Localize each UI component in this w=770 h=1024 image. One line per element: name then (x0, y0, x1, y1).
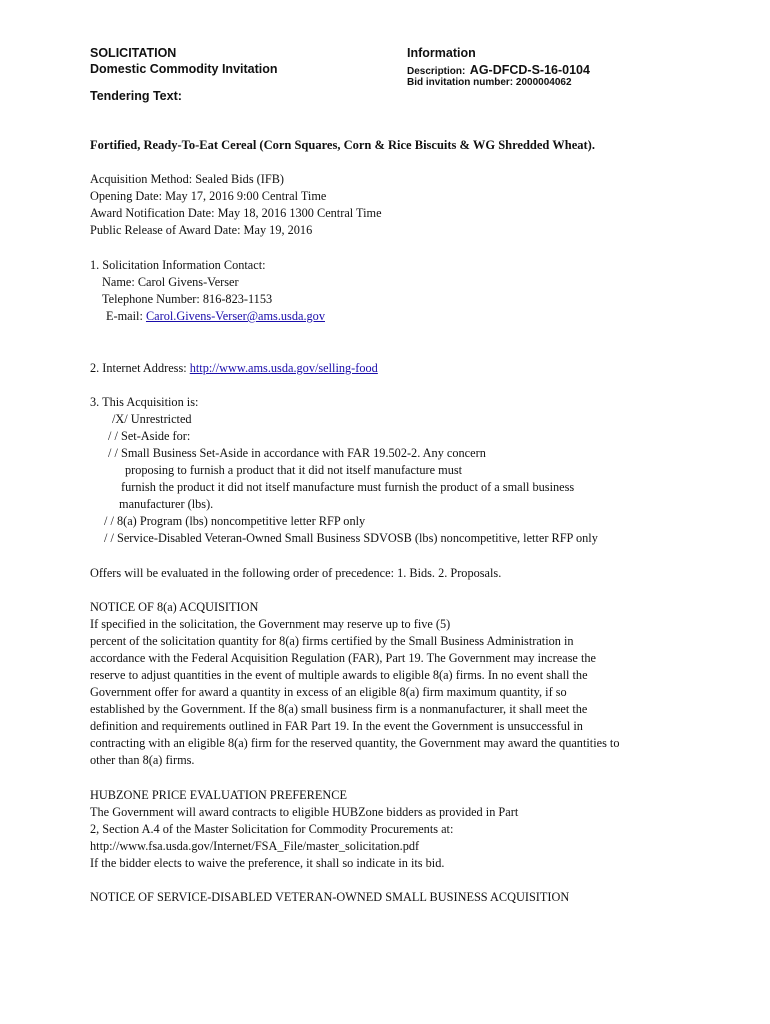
public-release-date: Public Release of Award Date: May 19, 2016 (90, 223, 313, 237)
contact-heading: 1. Solicitation Information Contact: (90, 258, 266, 272)
hubzone-line: 2, Section A.4 of the Master Solicitation for Commodity Procurements at: (90, 822, 454, 836)
email-label: E-mail: (106, 309, 143, 323)
notice-8a-section (90, 599, 620, 769)
option-sdvosb: / / Service-Disabled Veteran-Owned Small Business SDVOSB (lbs) noncompetitive, letter RFP only (104, 531, 598, 545)
hubzone-line: The Government will award contracts to eligible HUBZone bidders as provided in Part (90, 805, 519, 819)
contact-name: Name: Carol Givens-Verser (102, 275, 239, 289)
notice-8a-line: definition and requirements outlined in FAR Part 19. In the event the Government is unsuccessful in (90, 719, 583, 733)
notice-8a-line: If specified in the solicitation, the Government may reserve up to five (5) (90, 617, 451, 631)
email-link[interactable]: Carol.Givens-Verser@ams.usda.gov (145, 309, 325, 323)
description-value: AG-DFCD-S-16-0104 (469, 63, 590, 77)
hubzone-line: If the bidder elects to waive the preference, it shall so indicate in its bid. (90, 856, 445, 870)
notice-8a-line: contracting with an eligible 8(a) firm for the reserved quantity, the Government may award the quantities to (90, 736, 620, 750)
hubzone-url: http://www.fsa.usda.gov/Internet/FSA_File/master_solicitation.pdf (90, 839, 420, 853)
option-unrestricted: /X/ Unrestricted (112, 412, 192, 426)
internet-address-row (90, 360, 378, 377)
bid-invitation-number: Bid invitation number: 2000004062 (407, 77, 572, 88)
award-notification-date: Award Notification Date: May 18, 2016 1300 Central Time (90, 206, 382, 220)
option-set-aside: / / Set-Aside for: (108, 429, 191, 443)
notice-8a-line: other than 8(a) firms. (90, 753, 195, 767)
notice-8a-heading: NOTICE OF 8(a) ACQUISITION (90, 600, 259, 614)
notice-8a-line: percent of the solicitation quantity for 8(a) firms certified by the Small Business Administration in (90, 634, 574, 648)
acquisition-type-heading: 3. This Acquisition is: (90, 395, 199, 409)
contact-section (90, 257, 325, 325)
hubzone-heading: HUBZONE PRICE EVALUATION PREFERENCE (90, 788, 347, 802)
invitation-type: Domestic Commodity Invitation (90, 62, 278, 76)
option-small-business-cont-1: proposing to furnish a product that it did not itself manufacture must (125, 463, 463, 477)
option-small-business-cont-3: manufacturer (lbs). (119, 497, 214, 511)
internet-address-label: 2. Internet Address: (90, 361, 187, 375)
solicitation-label: SOLICITATION (90, 46, 177, 60)
information-label: Information (407, 46, 476, 60)
internet-address-link[interactable]: http://www.ams.usda.gov/selling-food (189, 361, 378, 375)
option-small-business: / / Small Business Set-Aside in accordance with FAR 19.502-2. Any concern (108, 446, 486, 460)
notice-8a-line: accordance with the Federal Acquisition Regulation (FAR), Part 19. The Government may increase the (90, 651, 596, 665)
option-small-business-cont-2: furnish the product it did not itself manufacture must furnish the product of a small business (121, 480, 575, 494)
contact-phone: Telephone Number: 816-823-1153 (102, 292, 273, 306)
option-8a-program: / / 8(a) Program (lbs) noncompetitive letter RFP only (104, 514, 366, 528)
document-title: Fortified, Ready-To-Eat Cereal (Corn Squares, Corn & Rice Biscuits & WG Shredded Wheat). (90, 138, 595, 152)
acquisition-details (90, 171, 382, 239)
opening-date: Opening Date: May 17, 2016 9:00 Central Time (90, 189, 327, 203)
description-label: Description: (407, 66, 466, 77)
hubzone-section (90, 787, 518, 872)
notice-8a-line: reserve to adjust quantities in the event of multiple awards to eligible 8(a) firms. In no event shall the (90, 668, 588, 682)
tendering-text-label: Tendering Text: (90, 89, 182, 103)
acquisition-method: Acquisition Method: Sealed Bids (IFB) (90, 172, 285, 186)
contact-email-row (90, 308, 325, 325)
notice-8a-line: established by the Government. If the 8(a) small business firm is a nonmanufacturer, it shall meet the (90, 702, 588, 716)
acquisition-type-section (90, 394, 598, 547)
sdvosb-heading: NOTICE OF SERVICE-DISABLED VETERAN-OWNED SMALL BUSINESS ACQUISITION (90, 890, 570, 904)
notice-8a-line: Government offer for award a quantity in excess of an eligible 8(a) firm maximum quantity, if so (90, 685, 567, 699)
offers-precedence: Offers will be evaluated in the following order of precedence: 1. Bids. 2. Proposals. (90, 566, 502, 580)
